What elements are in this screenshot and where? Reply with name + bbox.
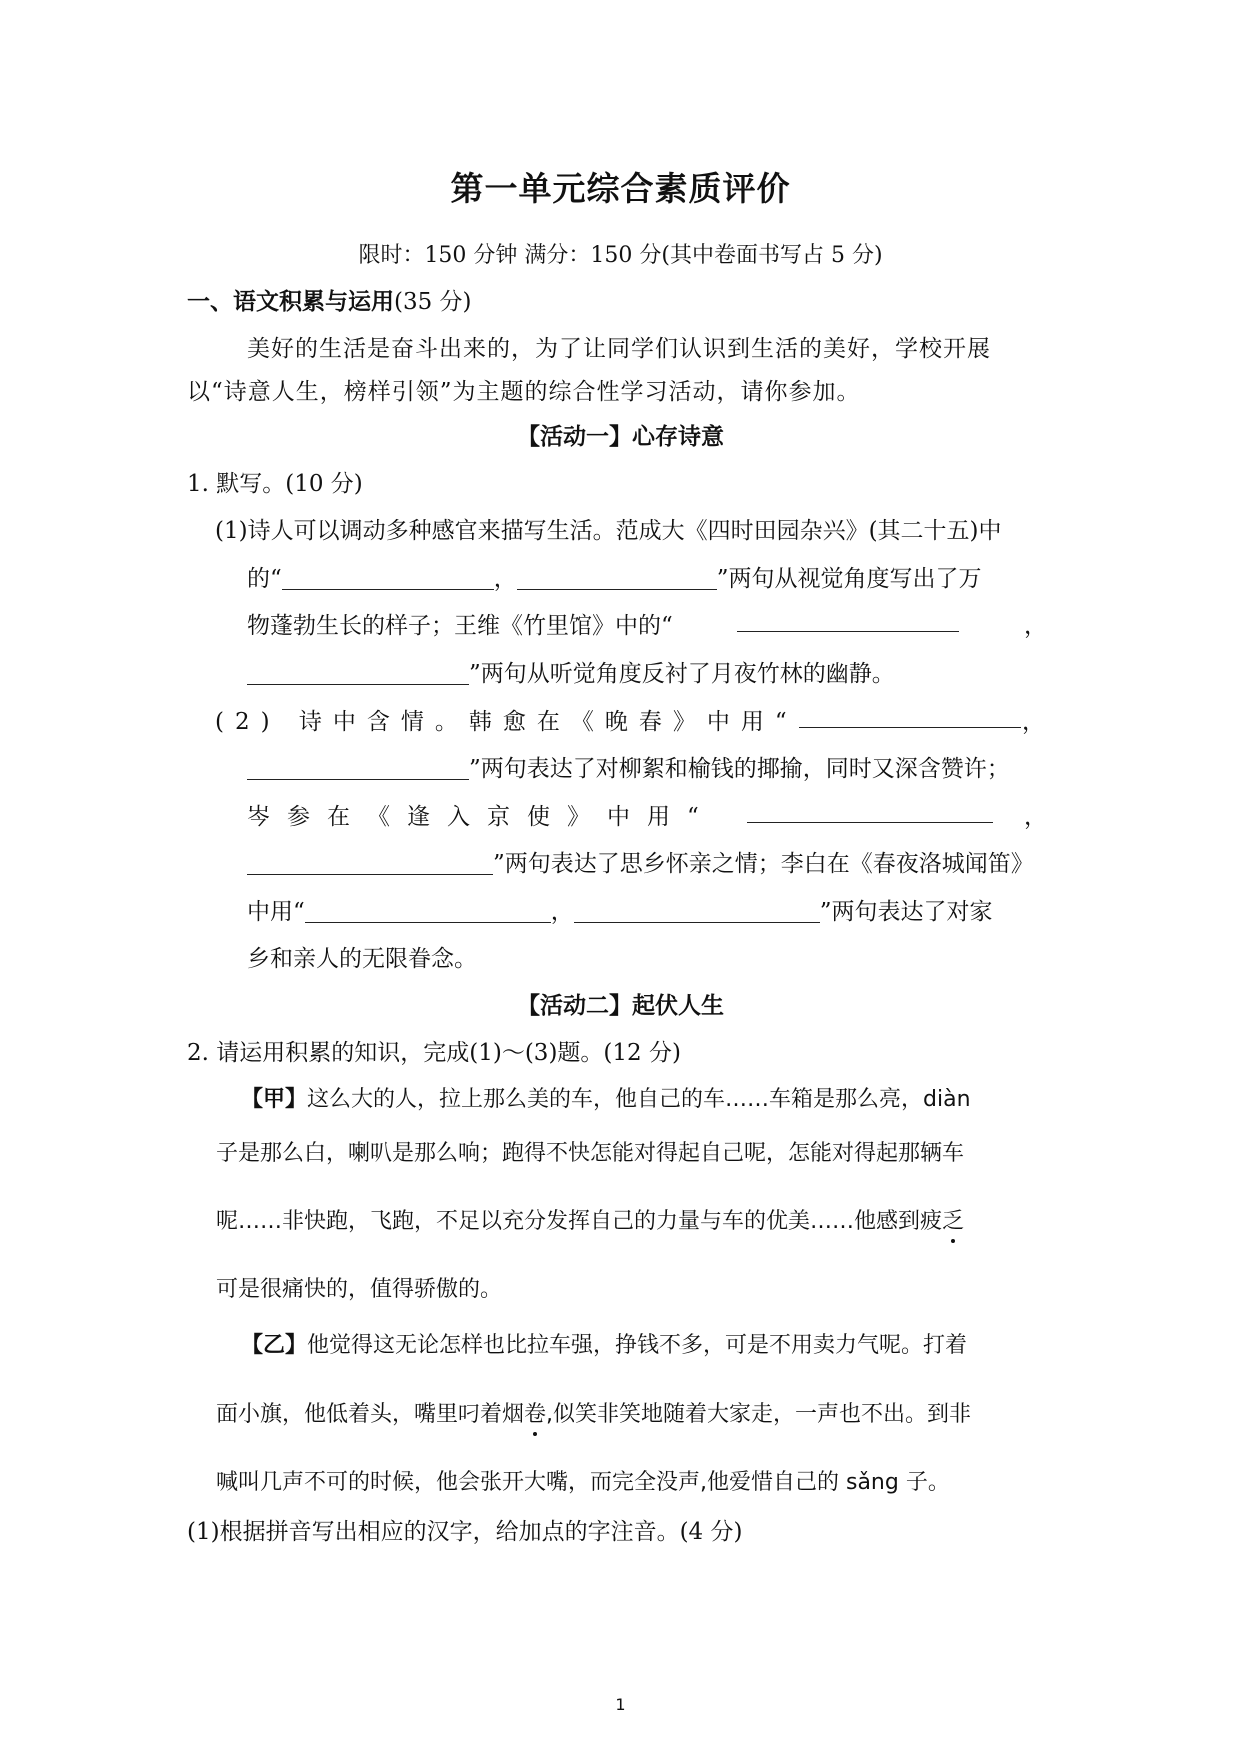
question-2-stem: 2. 请运用积累的知识，完成(1)～(3)题。(12 分) (187, 1040, 681, 1066)
sub-question-1: (1)根据拼音写出相应的汉字，给加点的字注音。(4 分) (187, 1519, 743, 1545)
q1-part2-line2: ”两句表达了对柳絮和榆钱的揶揄，同时又深含赞许； (247, 750, 1010, 783)
activity-one-heading: 【活动一】心存诗意 (517, 424, 724, 450)
dotted-char: 卷 (524, 1402, 547, 1427)
q1-part1-line1: (1)诗人可以调动多种感官来描写生活。范成大《四时田园杂兴》(其二十五)中 (215, 518, 1002, 544)
page-title: 第一单元综合素质评价 (450, 169, 791, 208)
passage-yi-line2: 面小旗，他低着头，嘴里叼着烟卷,似笑非笑地随着大家走，一声也不出。到非 (216, 1402, 972, 1427)
intro-line-1: 美好的生活是奋斗出来的，为了让同学们认识到生活的美好，学校开展 (247, 336, 991, 362)
dotted-char: 乏 (942, 1209, 965, 1234)
answer-blank[interactable] (574, 898, 820, 923)
passage-jia-line2: 子是那么白，喇叭是那么响；跑得不快怎能对得起自己呢，怎能对得起那辆车 (216, 1141, 965, 1166)
answer-blank[interactable] (247, 755, 469, 780)
q1-part2-line6: 乡和亲人的无限眷念。 (247, 946, 477, 972)
answer-blank[interactable] (799, 703, 1021, 728)
answer-blank[interactable] (305, 898, 551, 923)
q1-part2-line3: 岑参在《逢入京使》中用“ ， (247, 798, 1047, 831)
question-1-stem: 1. 默写。(10 分) (187, 471, 363, 497)
answer-blank[interactable] (747, 798, 993, 823)
answer-blank[interactable] (282, 565, 494, 590)
passage-jia-line4: 可是很痛快的，值得骄傲的。 (216, 1277, 503, 1302)
activity-two-heading: 【活动二】起伏人生 (517, 993, 724, 1019)
answer-blank[interactable] (517, 565, 717, 590)
answer-blank[interactable] (737, 607, 959, 632)
exam-meta: 限时：150 分钟 满分：150 分(其中卷面书写占 5 分) (358, 243, 883, 268)
intro-line-2: 以“诗意人生，榜样引领”为主题的综合性学习活动，请你参加。 (187, 379, 861, 405)
section-heading: 一、语文积累与运用(35 分) (187, 289, 472, 315)
passage-yi-line1: 【乙】他觉得这无论怎样也比拉车强，挣钱不多，可是不用卖力气呢。打着 (241, 1333, 968, 1358)
q1-part2-line5: 中用“ ， ”两句表达了对家 (247, 899, 993, 925)
q1-part1-line4: ”两句从听觉角度反衬了月夜竹林的幽静。 (247, 655, 895, 688)
passage-jia-line1: 【甲】这么大的人，拉上那么美的车，他自己的车……车箱是那么亮，diàn (241, 1087, 971, 1112)
passage-jia-line3: 呢……非快跑，飞跑，不足以充分发挥自己的力量与车的优美……他感到疲乏 (216, 1209, 965, 1234)
passage-yi-line3: 喊叫几声不可的时候，他会张开大嘴，而完全没声,他爱惜自己的 sǎng 子。 (216, 1470, 950, 1495)
answer-blank[interactable] (247, 850, 493, 875)
page-number: 1 (615, 1695, 626, 1714)
q1-part1-line3: 物蓬勃生长的样子；王维《竹里馆》中的“ ， (247, 607, 1047, 640)
q1-part2-line1: (2) 诗中含情。韩愈在《晚春》中用“ ， (215, 703, 1045, 736)
answer-blank[interactable] (247, 660, 469, 685)
q1-part2-line4: ”两句表达了思乡怀亲之情；李白在《春夜洛城闻笛》 (247, 845, 1034, 878)
q1-part1-line2: 的“ ， ”两句从视觉角度写出了万 (247, 566, 982, 592)
